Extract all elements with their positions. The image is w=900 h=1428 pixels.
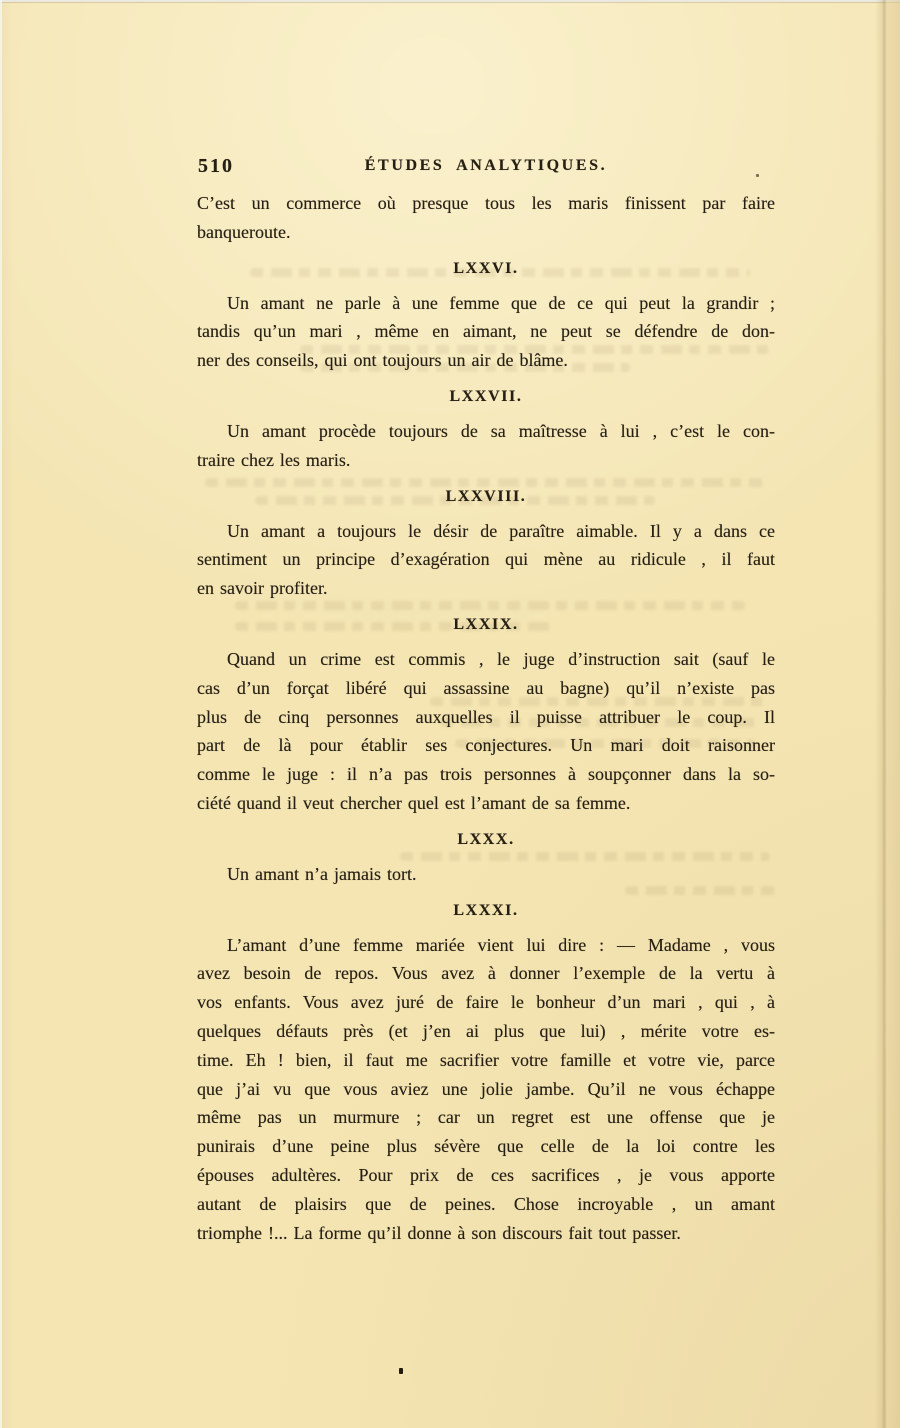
section-heading: LXXVIII.	[445, 487, 527, 505]
paragraph-line: en savoir profiter.	[197, 578, 328, 599]
section-heading: LXXX.	[457, 830, 515, 848]
paragraph	[197, 189, 775, 247]
section-heading: LXXXI.	[453, 901, 519, 919]
text-block	[197, 155, 775, 1247]
paragraph-line: Un amant a toujours le désir de paraître aimable. Il y a dans ce	[227, 520, 775, 541]
paragraph-line: banqueroute.	[197, 221, 291, 242]
paragraph-line: Quand un crime est commis , le juge d’instruction sait (sauf le	[227, 648, 775, 669]
paragraph	[197, 289, 775, 375]
paragraph-line: part de là pour établir ses conjectures. Un mari doit raisonner	[197, 735, 775, 756]
paragraph-line: vos enfants. Vous avez juré de faire le bonheur d’un mari , qui , à	[197, 992, 775, 1013]
paragraph-line: traire chez les maris.	[197, 449, 351, 470]
paragraph-line: Un amant procède toujours de sa maîtresse à lui , c’est le con-	[227, 420, 775, 441]
paragraph-line: sentiment un principe d’exagération qui mène au ridicule , il faut	[197, 549, 775, 570]
paragraph-line: ciété quand il veut chercher quel est l’amant de sa femme.	[197, 792, 631, 813]
paragraph-line: C’est un commerce où presque tous les maris finissent par faire	[197, 193, 775, 213]
section-heading: LXXVII.	[449, 387, 523, 405]
paragraph-line: même pas un murmure ; car un regret est une offense que je	[197, 1107, 775, 1128]
paragraph	[197, 417, 775, 475]
paragraph	[197, 645, 775, 818]
paragraph-line: L’amant d’une femme mariée vient lui dire : — Madame , vous	[227, 934, 775, 955]
page-header	[197, 155, 775, 177]
paragraph-line: épouses adultères. Pour prix de ces sacrifices , je vous apporte	[197, 1164, 775, 1185]
paragraph-line: Un amant n’a jamais tort.	[227, 863, 417, 884]
paragraph	[197, 517, 775, 603]
paragraph-line: triomphe !... La forme qu’il donne à son discours fait tout passer.	[197, 1222, 681, 1243]
paragraph-line: tandis qu’un mari , même en aimant, ne peut se défendre de don-	[197, 321, 775, 342]
paragraph	[197, 931, 775, 1248]
paragraph-line: comme le juge : il n’a pas trois personnes à soupçonner dans la so-	[197, 764, 775, 785]
paragraph-line: quelques défauts près (et j’en ai plus que lui) , mérite votre es-	[197, 1020, 775, 1041]
paragraph-line: plus de cinq personnes auxquelles il puisse attribuer le coup. Il	[197, 706, 775, 727]
paragraph-line: Un amant ne parle à une femme que de ce qui peut la grandir ;	[227, 292, 775, 313]
running-title: ÉTUDES ANALYTIQUES.	[364, 157, 608, 174]
paragraph-line: punirais d’une peine plus sévère que celle de la loi contre les	[197, 1136, 775, 1157]
scan-top-edge	[0, 0, 900, 3]
paragraph-line: cas d’un forçat libéré qui assassine au bagne) qu’il n’existe pas	[197, 677, 775, 698]
paragraph-line: time. Eh ! bien, il faut me sacrifier votre famille et votre vie, parce	[197, 1049, 775, 1070]
paragraph-line: que j’ai vu que vous aviez une jolie jambe. Qu’il ne vous échappe	[197, 1078, 775, 1099]
section-heading: LXXIX.	[453, 615, 519, 633]
scan-left-edge	[0, 0, 2, 1428]
section-heading: LXXVI.	[453, 259, 519, 277]
paragraph-line: autant de plaisirs que de peines. Chose incroyable , un amant	[197, 1193, 775, 1214]
paragraph-line: avez besoin de repos. Vous avez à donner l’exemple de la vertu à	[197, 963, 775, 984]
page-right-edge-shadow	[875, 0, 900, 1428]
paragraph-line: ner des conseils, qui ont toujours un air de blâme.	[197, 350, 568, 371]
paragraph	[197, 860, 775, 889]
page-number: 510	[198, 155, 234, 177]
ink-speck	[399, 1368, 403, 1374]
